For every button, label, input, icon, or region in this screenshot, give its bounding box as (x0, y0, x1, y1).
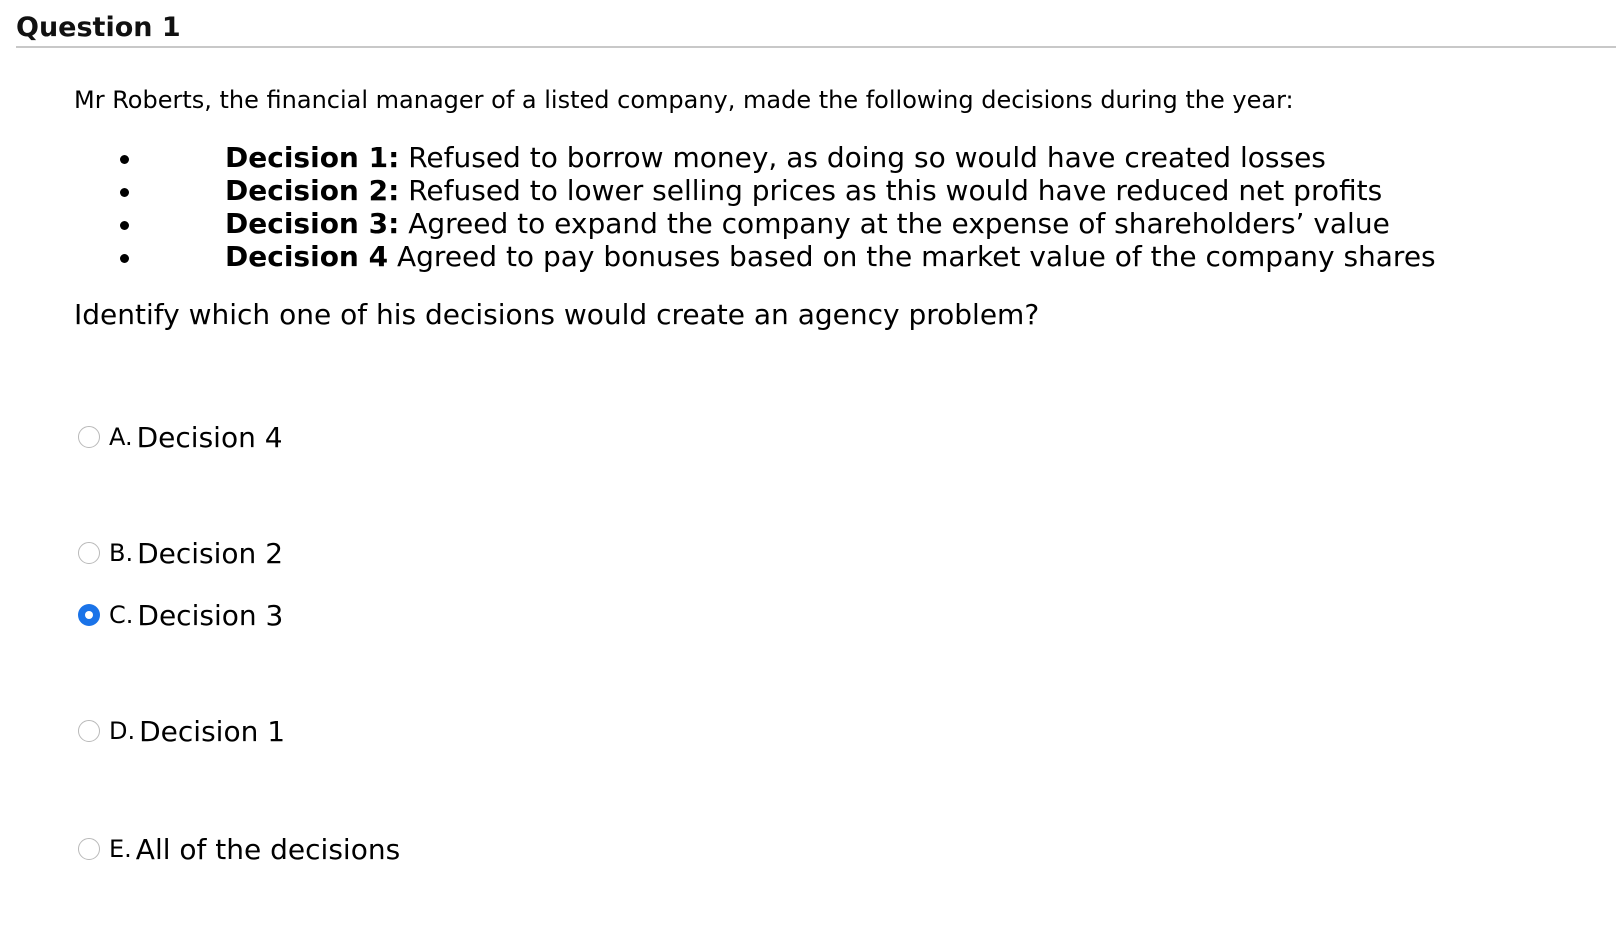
option-label: Decision 3 (137, 598, 284, 632)
decision-description: Agreed to expand the company at the expense of shareholders’ value (399, 207, 1390, 240)
question-header (16, 10, 1616, 48)
decision-item (0, 141, 1616, 174)
answer-option-e[interactable] (78, 832, 400, 866)
decision-description: Agreed to pay bonuses based on the market value of the company shares (388, 240, 1436, 273)
option-label: Decision 4 (136, 420, 283, 454)
radio-button[interactable] (78, 838, 100, 860)
bullet-icon (120, 155, 129, 164)
decision-description: Refused to borrow money, as doing so would have created losses (399, 141, 1326, 174)
question-intro: Mr Roberts, the financial manager of a listed company, made the following decisions during the year: (74, 86, 1294, 114)
decision-label: Decision 2: (225, 174, 400, 207)
option-label: All of the decisions (135, 832, 401, 866)
option-letter: A. (109, 423, 133, 451)
question-title: Question 1 (16, 12, 181, 43)
decision-label: Decision 3: (225, 207, 400, 240)
bullet-icon (120, 254, 129, 263)
option-letter: B. (109, 539, 134, 567)
decision-label: Decision 4 (225, 240, 389, 273)
bullet-icon (120, 221, 129, 230)
option-letter: E. (109, 835, 132, 863)
option-letter: C. (109, 601, 134, 629)
bullet-icon (120, 188, 129, 197)
radio-button[interactable] (78, 542, 100, 564)
radio-button[interactable] (78, 604, 100, 626)
decision-label: Decision 1: (225, 141, 400, 174)
option-label: Decision 2 (137, 536, 284, 570)
decision-description: Refused to lower selling prices as this would have reduced net profits (399, 174, 1383, 207)
answer-option-d[interactable] (78, 714, 285, 748)
option-letter: D. (109, 717, 136, 745)
question-prompt: Identify which one of his decisions would create an agency problem? (74, 298, 1040, 331)
option-label: Decision 1 (139, 714, 286, 748)
decision-item (0, 174, 1616, 207)
radio-button[interactable] (78, 426, 100, 448)
answer-option-b[interactable] (78, 536, 283, 570)
answer-option-a[interactable] (78, 420, 283, 454)
decision-item (0, 240, 1616, 273)
answer-option-c[interactable] (78, 598, 283, 632)
decision-item (0, 207, 1616, 240)
radio-button[interactable] (78, 720, 100, 742)
